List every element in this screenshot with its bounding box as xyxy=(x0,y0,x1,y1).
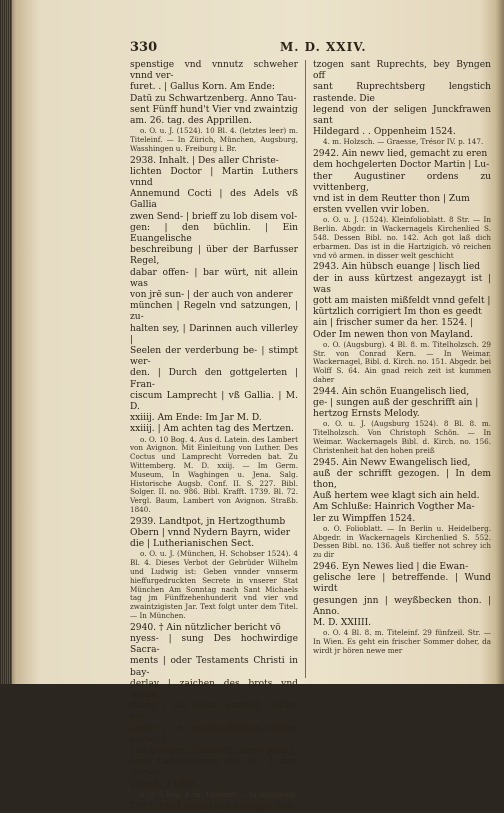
text-line: sent Fünff hund't Vier vnd zwaintzig xyxy=(130,104,298,115)
text-line: dabar offen- | bar würt, nit allein was xyxy=(130,267,298,289)
text-line: M. D. XXIIII. xyxy=(313,618,372,629)
text-line: xxiiij. | Am achten tag des Mertzen. xyxy=(130,424,294,435)
text-line: ments | oder Testaments Christi in bay- xyxy=(130,656,298,678)
text-line: zwen Send- | brieff zu lob disem vol- xyxy=(130,211,298,222)
text-line: ersten vvellen vvir loben. xyxy=(313,205,430,216)
text-line: am. 26. tag. des Apprillen. xyxy=(130,116,253,127)
text-line: ain | frischer sumer da her. 1524. | xyxy=(313,318,474,329)
text-line: spenstige vnd vnnutz schweher vnnd ver- xyxy=(130,60,298,82)
text-line: von jrē sun- | der auch von anderer xyxy=(130,290,293,301)
book-binding-edge xyxy=(0,0,12,684)
text-line: derlay | zaichen des brots vnd weins, xyxy=(130,678,298,701)
text-line: | en gelegen. Gemacht durch Joan | xyxy=(130,746,293,757)
page-number: 330 xyxy=(130,40,158,55)
text-line: ler zu Wimpffen 1524. xyxy=(313,513,416,524)
text-line: den. | Durch den gottgelerten | Fran- xyxy=(130,368,298,390)
text-line: tzogen sant Ruprechts, bey Byngen off xyxy=(313,60,491,82)
right-column xyxy=(313,60,491,680)
text-line: der in auss kürtzest angezaygt ist | was xyxy=(313,273,491,295)
text-line: Auß hertem wee klagt sich ain held. xyxy=(313,491,480,502)
text-line: lichten Doctor | Martin Luthers vnnd xyxy=(130,166,298,189)
text-line: Am Schluße: Hainrich Vogther Ma- xyxy=(313,502,475,513)
text-line: gott am maisten mißfeldt vnnd gefelt | xyxy=(313,296,491,307)
text-line: ciscum Lamprecht | vß Gallia. | M. D. xyxy=(130,390,298,413)
text-line: ander | er jrrentend)bißen bißher verborg- xyxy=(130,723,298,745)
text-line: Hildegard . . Oppenheim 1524. xyxy=(313,127,456,138)
text-line: Annemund Cocti | des Adels vß Gallia xyxy=(130,189,298,211)
text-line: Seelen der verderbung be- | stimpt wer- xyxy=(130,346,298,368)
text-line: beschreibung | über der Barfusser Regel, xyxy=(130,245,298,267)
running-head: M. D. XXIV. xyxy=(280,40,367,54)
text-line: nem Landsperger. Ain ar- | mer diener xyxy=(130,757,298,779)
text-line: gesungen jnn | weyßbecken thon. | Anno. xyxy=(313,595,491,617)
text-line: Wund | wa baide partheý (wider ain- xyxy=(130,701,298,723)
left-column xyxy=(130,60,298,812)
text-line: kürtzlich corrigiert Im thon es geedt xyxy=(313,307,482,318)
text-line: ge- | sungen auß der geschrifft ain | xyxy=(313,398,479,409)
bibliographic-note: o. O. Folioblatt. — In Berlin u. Heidelberg. Abgedr. in Wackernagels Kirchenlied S. 552. Dessen Bibl. no. 136. Auß tieffer not schrey ich zu dir xyxy=(313,523,491,560)
text-line: Obern | vnnd Nydern Bayrn, wider xyxy=(130,528,291,539)
bibliographic-note: o. O. 10 Bog. 4. Aus d. Latein. des Lambert von Avignon. Mit Einleitung von Luther. Des Coctus und Lamprecht Vorreden bat. Zu Wittemberg. M. D. xxiij. — Im Germ. Museum, In Waghingen u. Jena. Salg. Historische Augsb. Conf. II. S. 227. Bibl. Solger. II. no. 986. Bibl. Krafft. 1739. Bl. 72. Vergl. Baum, Lambert von Avignon. Straßb. 1840. xyxy=(130,434,298,515)
text-line: dem hochgelerten Doctor Martin | Lu- xyxy=(313,160,490,171)
text-line: 2946. Eyn Newes lied | die Ewan- xyxy=(313,562,469,573)
bibliographic-note: o. O. u. J. (1524). Kleinfolioblatt. 8 Str. — In Berlin. Abgdr. in Wackernagels Kirchenlied S. 548. Dessen Bibl. no. 142. Ach got laß dich erbarmen. Das ist in die Hartzigich. vö reichen vnd vö armen. in disser welt geschicht xyxy=(313,215,491,260)
text-line: münchen | Regeln vnd satzungen, | zu- xyxy=(130,301,298,323)
text-line: Christi. | 1524 xyxy=(130,779,197,790)
text-line: 2938. Inhalt. | Des aller Christe- xyxy=(130,155,279,166)
page-header xyxy=(130,40,490,58)
bibliographic-note: o. O. 5 Bog. 4. m. Titeleinf. — In Augsburg. xyxy=(140,789,297,799)
bibliographic-note: o. O. u. J. (München, H. Schobser 1524). 4 Bl. 4. Dieses Verbot der Gebrüder Wilhelm und Ludwig ist: Geben vnnder vnnserm hieffurgedruckten Secrete in vnserer Stat München Am Sonntag nach Sant Michaels tag jm Fünffzehenhunderit vnd vier vnd zwaintzigisten Jar. Text folgt unter dem Titel. — In München. xyxy=(130,549,298,621)
text-line: auß der schrifft gezogen. | In dem thon, xyxy=(313,468,491,491)
text-line: halten sey, | Darinnen auch villerley | xyxy=(130,323,298,345)
text-line: Datū zu Schwartzenberg. Anno Tau- xyxy=(130,93,297,104)
bibliographic-note: 4. m. Holzsch. — Graesse, Trésor IV. p. 147. xyxy=(323,137,484,147)
text-line: hertzog Ernsts Melody. xyxy=(313,409,420,420)
text-line: 2942. Ain newv lied, gemacht zu eren xyxy=(313,149,488,160)
text-line: 2944. Ain schön Euangelisch lied, xyxy=(313,386,470,397)
bibliographic-note: o. O. 4 Bl. 8. m. Titeleinf. 29 fünfzeil. Str. — In Wien. Es geht ein frischer Sommer doher, da wirdt jr hören newe mer xyxy=(313,628,491,655)
text-line: nyess- | sung Des hochwirdige Sacra- xyxy=(130,634,298,656)
column-divider xyxy=(305,60,306,678)
text-line: legend von der seligen Junckfrawen sant xyxy=(313,104,491,127)
bibliographic-note: o. O. u. J. (Augsburg 1524). 8 Bl. 8. m. Titelholzsch. Von Christoph Schön. — In Weimar. Wackernagels Bibl. d. Kirch. no. 156. Christenheit hat den hohen preiß xyxy=(313,419,491,455)
text-line: gen: | den büchlin. | Ein Euangelische xyxy=(130,222,298,245)
text-line: 2939. Landtpot, jn Hertzogthumb xyxy=(130,516,286,527)
text-line: ther Augustiner ordens zu vvittenberg, xyxy=(313,171,491,193)
text-line: gelische lere | betreffende. | Wund wirdt xyxy=(313,573,491,595)
text-line: die | Lutherianischen Sect. xyxy=(130,539,255,550)
text-line: furet. . | Gallus Korn. Am Ende: xyxy=(130,82,275,93)
text-line: 2943. Ain hübsch euange | lisch lied xyxy=(313,262,481,273)
bibliographic-note: o. O. u. J. (1524). 10 Bl. 4. (letztes leer) m. Titeleinf. — In Zürich, München, Augsburg, Wasshingen u. Freiburg i. Br. xyxy=(130,126,298,153)
text-line: 2940. † Ain nützlicher bericht vö xyxy=(130,622,281,633)
text-line: sant Ruprechtsberg lengstich rastende. Die xyxy=(313,82,491,104)
text-line: xxiiij. Am Ende: Im Jar M. D. xyxy=(130,413,262,424)
text-line: 2941. Die Legend des heyligen her- xyxy=(130,801,295,812)
text-line: vnd ist in dem Reutter thon | Zum xyxy=(313,194,470,205)
text-line: Oder Im newen thon von Mayland. xyxy=(313,329,474,340)
text-line: 2945. Ain Newv Ewangelisch lied, xyxy=(313,457,471,468)
bibliographic-note: o. O. (Augsburg). 4 Bl. 8. m. Titelholzsch. 29 Str. von Conrad Kern. — In Weimar. Wackernagel, Bibl. d. Kirch. no. 151. Abgedr. bei Wolff S. 64. Ain gnad reich zeit ist kummen daher xyxy=(313,339,491,385)
